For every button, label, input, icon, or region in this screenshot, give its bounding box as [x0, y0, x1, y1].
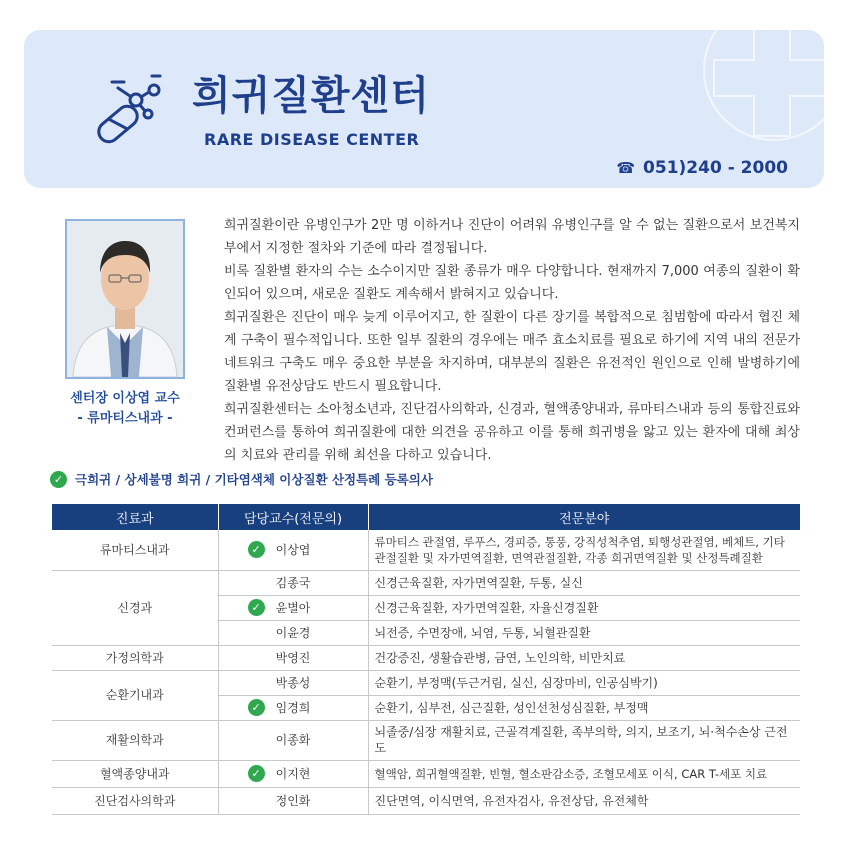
specialty-cell: 류마티스 관절염, 루푸스, 경피증, 통풍, 강직성척추염, 퇴행성관절염, 베체트, 기타 관절질환 및 자가면역질환, 면역관절질환, 각종 희귀면역질환 및 산정특례질환 — [368, 530, 800, 570]
professor-name: 이지현 — [275, 766, 311, 781]
professor-name: 윤별아 — [275, 600, 311, 615]
professor-cell — [218, 787, 368, 814]
molecule-pill-icon — [92, 70, 172, 150]
specialty-cell: 뇌전증, 수면장애, 뇌염, 두통, 뇌혈관질환 — [368, 620, 800, 645]
professor-cell — [218, 530, 368, 570]
doctors-table — [52, 504, 800, 815]
dept-cell: 혈액종양내과 — [52, 760, 218, 787]
table-header-row — [52, 504, 800, 530]
table-row — [52, 670, 800, 695]
table-row — [52, 720, 800, 760]
professor-name: 임경희 — [275, 700, 311, 715]
director-portrait-icon — [67, 221, 183, 377]
registry-note-text: 극희귀 / 상세불명 희귀 / 기타염색체 이상질환 산정특례 등록의사 — [75, 472, 433, 487]
intro-paragraph: 희귀질환은 진단이 매우 늦게 이루어지고, 한 질환이 다른 장기를 복합적으로 침범함에 따라서 협진 체계 구축이 필수적입니다. 또한 일부 질환의 경우에는 매주 효소치료를 필요로 하기에 지역 내의 전문가 네트워크 구축도 매우 중요한 부분을 차지하며, 대부분의 질환은 유전적인 원인으로 인해 발병하기에 질환별 유전상담도 반드시 필요합니다. — [224, 310, 800, 394]
phone-text: 051)240 - 2000 — [643, 158, 788, 178]
professor-name: 이종화 — [275, 733, 311, 747]
intro-paragraph: 비록 질환별 환자의 수는 소수이지만 질환 종류가 매우 다양합니다. 현재까지 7,000 여종의 질환이 확인되어 있으며, 새로운 질환도 계속해서 밝혀지고 있습니다. — [224, 264, 800, 302]
intro-paragraph: 희귀질환센터는 소아청소년과, 진단검사의학과, 신경과, 혈액종양내과, 류마티스내과 등의 통합진료와 컨퍼런스를 통하여 희귀질환에 대한 의견을 공유하고 이를 통해 희귀병을 앓고 있는 환자에 대해 최상의 치료와 관리를 위해 최선을 다하고 있습니다. — [224, 402, 800, 463]
dept-cell: 순환기내과 — [52, 670, 218, 720]
table-row — [52, 570, 800, 595]
column-header-specialty: 전문분야 — [368, 504, 800, 530]
dept-cell: 가정의학과 — [52, 645, 218, 670]
specialty-cell: 건강증진, 생활습관병, 금연, 노인의학, 비만치료 — [368, 645, 800, 670]
specialty-cell: 순환기, 심부전, 심근질환, 성인선천성심질환, 부정맥 — [368, 695, 800, 720]
specialty-cell: 신경근육질환, 자가면역질환, 자율신경질환 — [368, 595, 800, 620]
professor-cell — [218, 595, 368, 620]
column-header-professor: 담당교수(전문의) — [218, 504, 368, 530]
check-icon: ✓ — [50, 471, 67, 488]
professor-name: 박종성 — [275, 675, 311, 690]
check-icon: ✓ — [248, 699, 265, 716]
check-icon: ✓ — [248, 541, 265, 558]
page-subtitle: RARE DISEASE CENTER — [204, 130, 420, 149]
dept-cell: 신경과 — [52, 570, 218, 645]
dept-cell: 진단검사의학과 — [52, 787, 218, 814]
dept-cell: 류마티스내과 — [52, 530, 218, 570]
director-photo — [65, 219, 185, 379]
specialty-cell: 순환기, 부정맥(두근거림, 실신, 심장마비, 인공심박기) — [368, 670, 800, 695]
professor-cell — [218, 670, 368, 695]
dept-cell: 재활의학과 — [52, 720, 218, 760]
specialty-cell: 진단면역, 이식면역, 유전자검사, 유전상담, 유전체학 — [368, 787, 800, 814]
table-row — [52, 645, 800, 670]
professor-name: 김종국 — [275, 575, 311, 590]
table-row — [52, 760, 800, 787]
professor-cell — [218, 760, 368, 787]
specialty-cell: 뇌졸중/심장 재활치료, 근골격계질환, 족부의학, 의지, 보조기, 뇌·척수손상 근전도 — [368, 720, 800, 760]
page-title: 희귀질환센터 — [192, 73, 430, 119]
director-department: - 류마티스내과 - — [77, 411, 173, 426]
specialty-cell: 신경근육질환, 자가면역질환, 두통, 실신 — [368, 570, 800, 595]
director-name: 센터장 이상엽 교수 — [70, 391, 180, 406]
professor-name: 박영진 — [275, 650, 311, 665]
professor-cell — [218, 570, 368, 595]
table-row — [52, 787, 800, 814]
phone-number[interactable] — [616, 158, 788, 178]
intro-paragraph: 희귀질환이란 유병인구가 2만 명 이하거나 진단이 어려워 유병인구를 알 수 없는 질환으로서 보건복지부에서 지정한 절차와 기준에 따라 결정됩니다. — [224, 218, 800, 256]
professor-cell — [218, 695, 368, 720]
director-caption — [40, 389, 210, 429]
professor-name: 정인화 — [275, 793, 311, 808]
professor-cell — [218, 620, 368, 645]
professor-name: 이윤경 — [275, 625, 311, 640]
intro-text — [224, 214, 800, 467]
professor-cell — [218, 645, 368, 670]
phone-icon: ☎ — [616, 159, 636, 177]
column-header-dept: 진료과 — [52, 504, 218, 530]
header-banner — [24, 30, 824, 188]
table-row — [52, 530, 800, 570]
specialty-cell: 혈액암, 희귀혈액질환, 빈혈, 혈소판감소증, 조혈모세포 이식, CAR T-세포 치료 — [368, 760, 800, 787]
registry-note — [50, 470, 433, 488]
professor-name: 이상엽 — [275, 542, 311, 557]
check-icon: ✓ — [248, 599, 265, 616]
professor-cell — [218, 720, 368, 760]
check-icon: ✓ — [248, 765, 265, 782]
